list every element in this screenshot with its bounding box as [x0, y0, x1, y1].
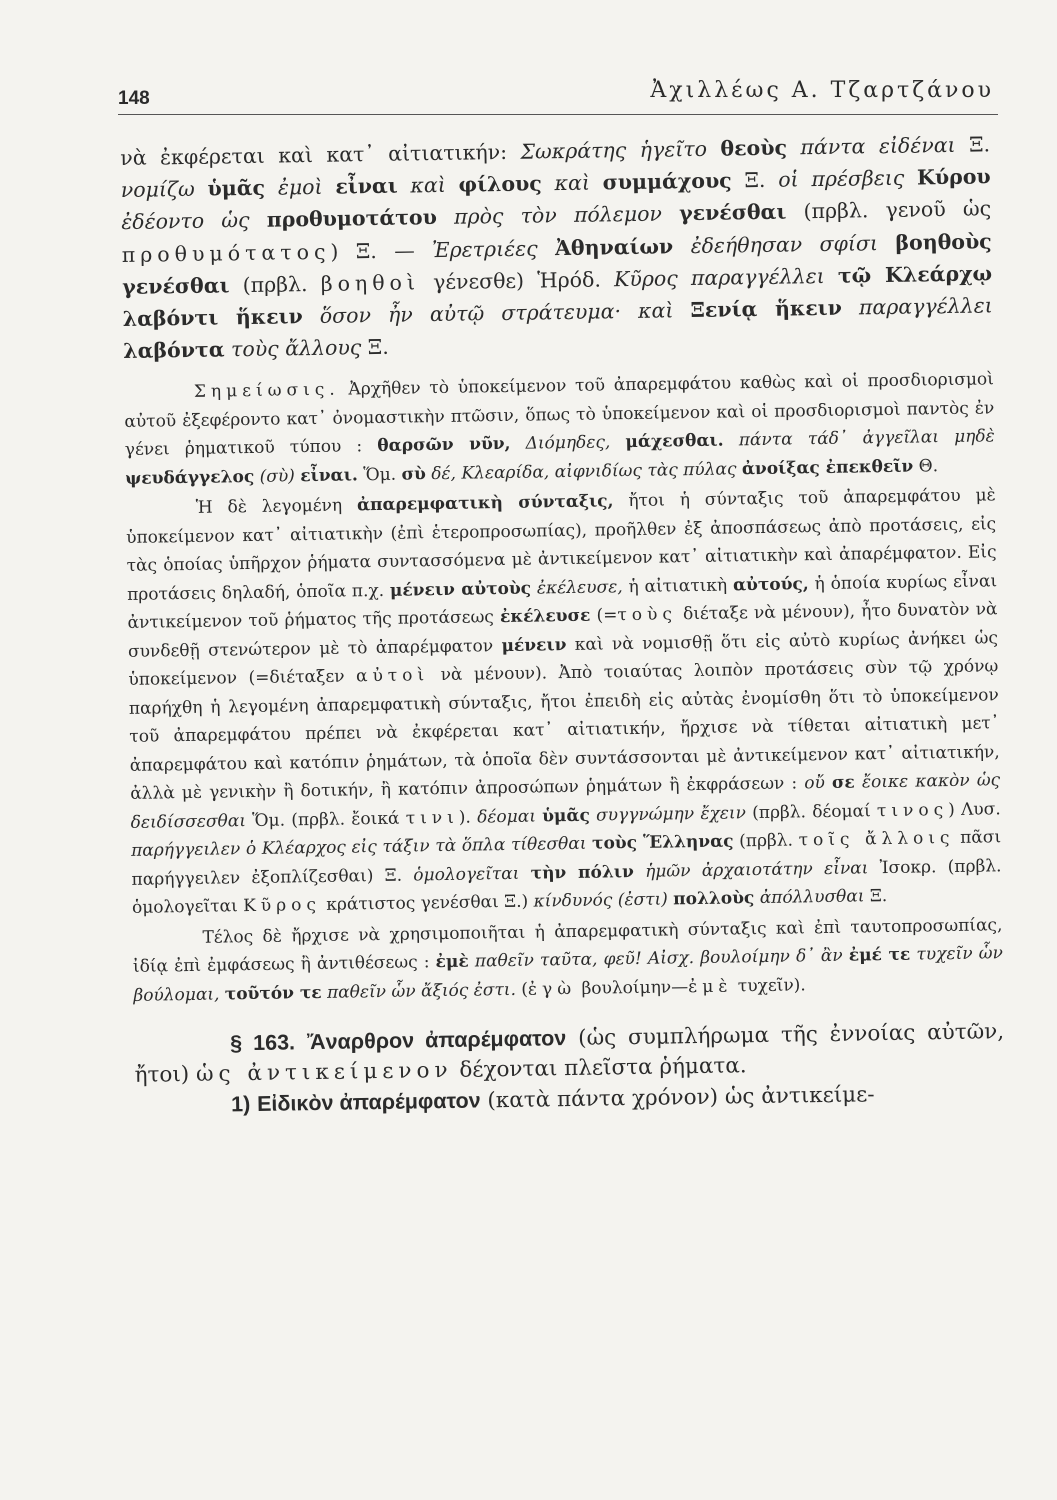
paragraph-syntax: Ἡ δὲ λεγομένη ἀπαρεμφατικὴ σύνταξις, ἤτοι ἡ σύνταξις τοῦ ἀπαρεμφάτου μὲ ὑποκείμενον κατ᾽ αἰτιατικὴν (ἐπὶ ἑτεροπροσωπίας), προῆλθεν ἐξ ἀποσπάσεως ἀπὸ προτάσεις, εἰς τὰς ὁποίας ὑπῆρχον ῥήματα συντασσόμενα μὲ ἀντικείμενον κατ᾽ αἰτιατικὴν καὶ ἀπαρέμφατον. Εἰς προτάσεις δηλαδή, ὁποῖα π.χ. μένειν αὐτοὺς ἐκέλευσε, ἡ αἰτιατικὴ αὐτούς, ἡ ὁποία κυρίως εἶναι ἀντικείμενον τοῦ ῥήματος τῆς προτάσεως ἐκέλευσε (=τοὺς διέταξε νὰ μένουν), ἦτο δυνατὸν νὰ συνδεθῇ στενώτερον μὲ τὸ ἀπαρέμφατον μένειν καὶ νὰ νομισθῇ ὅτι εἰς αὐτὸ κυρίως ἀνήκει ὡς ὑποκείμενον (=διέταξεν αὐτοὶ νὰ μένουν). Ἀπὸ τοιαύτας λοιπὸν προτάσεις σὺν τῷ χρόνῳ παρήχθη ἡ λεγομένη ἀπαρεμφατικὴ σύνταξις, ἤτοι ἐπειδὴ εἰς αὐτὰς ἐνομίσθη ὅτι τὸ ὑποκείμενον τοῦ ἀπαρεμφάτου πρέπει νὰ ἐκφέρεται κατ᾽ αἰτιατικήν, ἤρχισε νὰ τίθεται αἰτιατικὴ μετ᾽ ἀπαρεμφάτου καὶ κατόπιν ῥημάτων, τὰ ὁποῖα δὲν συντάσσονται μὲ ἀντικείμενον κατ᾽ αἰτιατικήν, ἀλλὰ μὲ γενικὴν ἢ δοτικήν, ἢ κατόπιν ἀπροσώπων ῥημάτων ἢ ἐκφράσεων : οὔ σε ἔοικε κακὸν ὡς δειδίσσεσθαι Ὅμ. (πρβλ. ἔοικά τινι). δέομαι ὑμᾶς συγγνώμην ἔχειν (πρβλ. δέομαί τινος) Λυσ. παρήγγειλεν ὁ Κλέαρχος εἰς τάξιν τὰ ὅπλα τίθεσθαι τοὺς Ἕλληνας (πρβλ. τοῖς ἄλλοις πᾶσι παρήγγειλεν ἐξοπλίζεσθαι) Ξ. ὁμολογεῖται τὴν πόλιν ἡμῶν ἀρχαιοτάτην εἶναι Ἰσοκρ. (πρβλ. ὁμολογεῖται Κῦρος κράτιστος γενέσθαι Ξ.) κίνδυνός (ἐστι) πολλοὺς ἀπόλλυσθαι Ξ. — [126, 485, 1002, 919]
section-163: § 163. Ἄναρθρον ἀπαρέμφατον (ὡς συμπλήρωμα τῆς ἐννοίας αὐτῶν, ἤτοι) ὡς ἀντικείμενον δέχονται πλεῖστα ῥήματα. — [134, 1019, 1005, 1089]
paragraph-final: Τέλος δὲ ἤρχισε νὰ χρησιμοποιῆται ἡ ἀπαρεμφατικὴ σύνταξις καὶ ἐπὶ ταυτοπροσωπίας, ἰδίᾳ ἐπὶ ἐμφάσεως ἢ ἀντιθέσεως : ἐμὲ παθεῖν ταῦτα, φεῦ! Αἰσχ. βουλοίμην δ᾽ ἂν ἐμέ τε τυχεῖν ὧν βούλομαι, τοῦτόν τε παθεῖν ὧν ἄξιός ἐστι. (ἐγὼ βουλοίμην—ἐμὲ τυχεῖν). — [132, 915, 1004, 1006]
section-number: § 163. — [229, 1030, 296, 1056]
note-paragraph: Σημείωσις. Ἀρχῆθεν τὸ ὑποκείμενον τοῦ ἀπαρεμφάτου καθὼς καὶ οἱ προσδιορισμοὶ αὐτοῦ ἐξεφέροντο κατ᾽ ὀνομαστικὴν πτῶσιν, ὅπως τὸ ὑποκείμενον καὶ οἱ προσδιορισμοὶ παντὸς ἐν γένει ῥηματικοῦ τύπου : θαρσῶν νῦν, Διόμηδες, μάχεσθαι. πάντα τάδ᾽ ἀγγεῖλαι μηδὲ ψευδάγγελος (σὺ) εἶναι. Ὅμ. σὺ δέ, Κλεαρίδα, αἰφνιδίως τὰς πύλας ἀνοίξας ἐπεκθεῖν Θ. — [124, 369, 995, 489]
page-header — [118, 74, 998, 115]
page-number: 148 — [118, 88, 150, 109]
subsection-title: Εἰδικὸν ἀπαρέμφατον — [256, 1088, 481, 1117]
paragraph-intro: νὰ ἐκφέρεται καὶ κατ᾽ αἰτιατικήν: Σωκράτης ἡγεῖτο θεοὺς πάντα εἰδέναι Ξ. νομίζω ὑμᾶς ἐμοὶ εἶναι καὶ φίλους καὶ συμμάχους Ξ. οἱ πρέσβεις Κύρου ἐδέοντο ὡς προθυμοτάτου πρὸς τὸν πόλεμον γενέσθαι (πρβλ. γενοῦ ὡς προθυμότατος) Ξ. — Ἐρετριέες Ἀθηναίων ἐδεήθησαν σφίσι βοηθοὺς γενέσθαι (πρβλ. βοηθοὶ γένεσθε) Ἡρόδ. Κῦρος παραγγέλλει τῷ Κλεάρχῳ λαβόντι ἥκειν ὅσον ἦν αὐτῷ στράτευμα· καὶ Ξενίᾳ ἥκειν παραγγέλλει λαβόντα τοὺς ἄλλους Ξ. — [120, 132, 993, 364]
running-title: Ἀχιλλέως Α. Τζαρτζάνου — [650, 78, 994, 103]
section-title: Ἄναρθρον ἀπαρέμφατον — [306, 1026, 567, 1055]
note-label: Σημείωσις. — [193, 380, 340, 403]
subsection-1: 1) Εἰδικὸν ἀπαρέμφατον (κατὰ πάντα χρόνον) ὡς ἀντικείμε- — [230, 1082, 875, 1117]
page-body — [120, 128, 1005, 1122]
